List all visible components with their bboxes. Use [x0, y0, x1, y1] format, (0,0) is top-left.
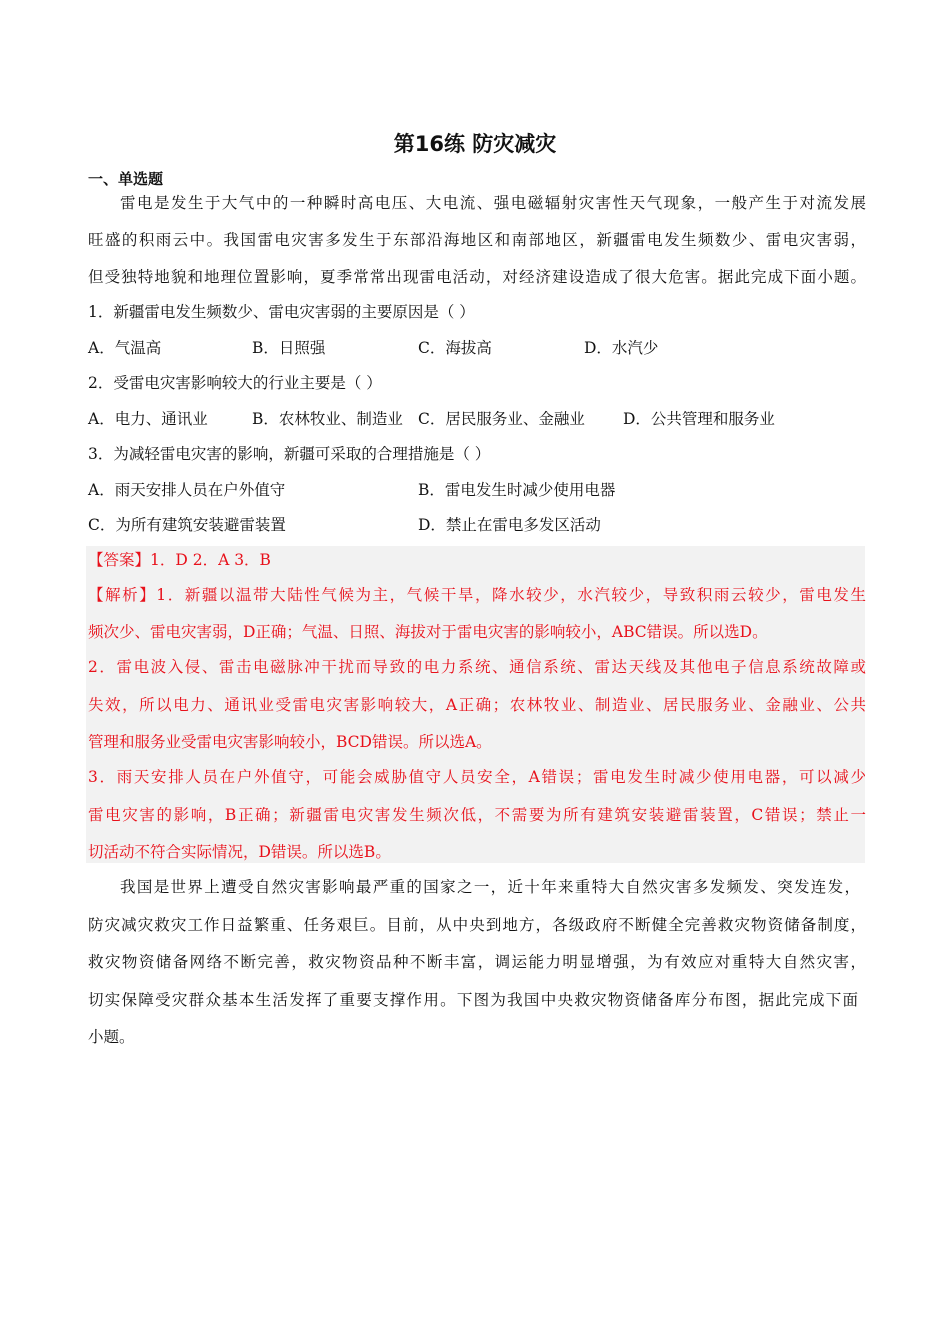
page-title: 第16练 防灾减灾	[393, 132, 557, 156]
section-heading: 一、单选题	[88, 170, 164, 188]
question-1-stem: 1．新疆雷电发生频数少、雷电灾害弱的主要原因是（ ）	[88, 303, 475, 321]
q2-option-d: D．公共管理和服务业	[623, 410, 775, 428]
explanation-line: 3．雨天安排人员在户外值守，可能会威胁值守人员安全，A错误；雷电发生时减少使用电器，可以减少	[88, 768, 866, 786]
explanation-line: 切活动不符合实际情况，D错误。所以选B。	[88, 843, 391, 861]
answer-line: 【答案】1．D 2．A 3．B	[88, 551, 271, 569]
q3-option-b: B．雷电发生时减少使用电器	[418, 481, 616, 499]
explanation-line: 【解析】1．新疆以温带大陆性气候为主，气候干旱，降水较少，水汽较少，导致积雨云较少，雷电发生	[88, 586, 866, 604]
passage2-line: 切实保障受灾群众基本生活发挥了重要支撑作用。下图为我国中央救灾物资储备库分布图，据此完成下面	[88, 991, 858, 1009]
q1-option-a: A．气温高	[88, 339, 162, 357]
q1-option-d: D．水汽少	[584, 339, 659, 357]
passage1-line: 旺盛的积雨云中。我国雷电灾害多发生于东部沿海地区和南部地区，新疆雷电发生频数少、雷电灾害弱，	[88, 231, 866, 249]
explanation-line: 2．雷电波入侵、雷击电磁脉冲干扰而导致的电力系统、通信系统、雷达天线及其他电子信息系统故障或	[88, 658, 866, 676]
passage2-line: 防灾减灾救灾工作日益繁重、任务艰巨。目前，从中央到地方，各级政府不断健全完善救灾物资储备制度，	[88, 916, 866, 934]
passage2-line: 小题。	[88, 1028, 135, 1046]
passage1-line: 但受独特地貌和地理位置影响，夏季常常出现雷电活动，对经济建设造成了很大危害。据此完成下面小题。	[88, 268, 866, 286]
explanation-line: 管理和服务业受雷电灾害影响较小，BCD错误。所以选A。	[88, 733, 492, 751]
question-2-stem: 2．受雷电灾害影响较大的行业主要是（ ）	[88, 374, 382, 392]
q2-option-c: C．居民服务业、金融业	[418, 410, 585, 428]
q3-option-a: A．雨天安排人员在户外值守	[88, 481, 286, 499]
explanation-line: 雷电灾害的影响，B正确；新疆雷电灾害发生频次低，不需要为所有建筑安装避雷装置，C错误；禁止一	[88, 806, 866, 824]
q2-option-b: B．农林牧业、制造业	[252, 410, 403, 428]
passage2-line: 我国是世界上遭受自然灾害影响最严重的国家之一，近十年来重特大自然灾害多发频发、突发连发，	[120, 878, 860, 896]
q3-option-c: C．为所有建筑安装避雷装置	[88, 516, 286, 534]
q1-option-c: C．海拔高	[418, 339, 492, 357]
passage1-line: 雷电是发生于大气中的一种瞬时高电压、大电流、强电磁辐射灾害性天气现象，一般产生于对流发展	[120, 194, 866, 212]
q1-option-b: B．日照强	[252, 339, 326, 357]
question-3-stem: 3．为减轻雷电灾害的影响，新疆可采取的合理措施是（ ）	[88, 445, 491, 463]
explanation-line: 频次少、雷电灾害弱，D正确；气温、日照、海拔对于雷电灾害的影响较小，ABC错误。所以选D。	[88, 623, 768, 641]
q2-option-a: A．电力、通讯业	[88, 410, 208, 428]
q3-option-d: D．禁止在雷电多发区活动	[418, 516, 601, 534]
passage2-line: 救灾物资储备网络不断完善，救灾物资品种不断丰富，调运能力明显增强，为有效应对重特大自然灾害，	[88, 953, 866, 971]
explanation-line: 失效，所以电力、通讯业受雷电灾害影响较大，A正确；农林牧业、制造业、居民服务业、金融业、公共	[88, 696, 866, 714]
